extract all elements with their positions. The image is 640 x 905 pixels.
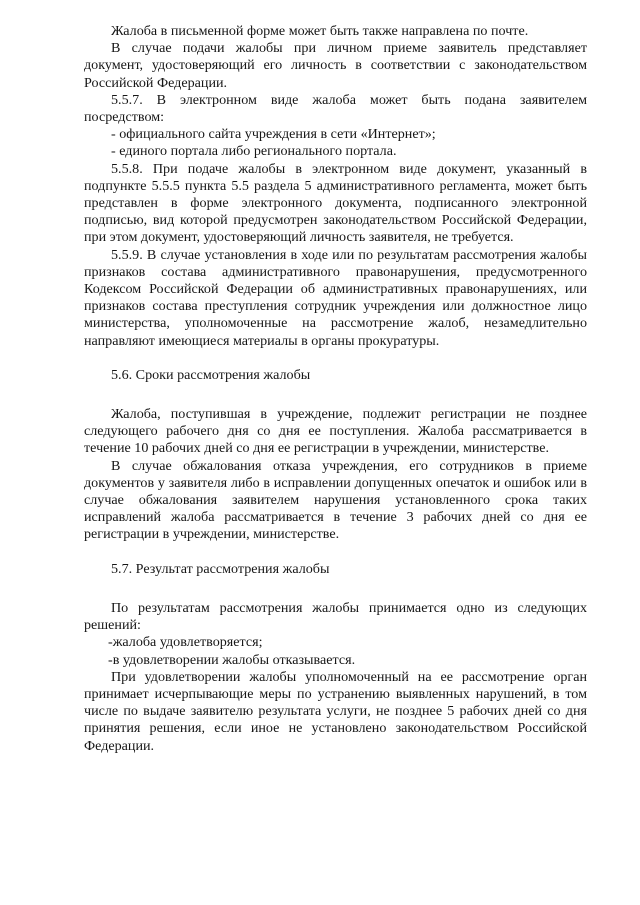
paragraph-5-5-9: 5.5.9. В случае установления в ходе или по результатам рассмотрения жалобы признаков состава административного правонарушения, предусмотренного Кодексом Российской Федерации об административных правонарушениях, или признаков состава преступления сотрудник учреждения или должностное лицо министерства, уполномоченные на рассмотрение жалоб, незамедлительно направляют имеющиеся материалы в органы прокуратуры. [84, 246, 587, 349]
paragraph-5-5-8: 5.5.8. При подаче жалобы в электронном виде документ, указанный в подпункте 5.5.5 пункта 5.5 раздела 5 административного регламента, может быть представлен в форме электронного документа, подписанного электронной подписью, вид которой предусмотрен законодательством Российской Федерации, при этом документ, удостоверяющий личность заявителя, не требуется. [84, 160, 587, 246]
paragraph-decision-intro: По результатам рассмотрения жалобы принимается одно из следующих решений: [84, 599, 587, 634]
paragraph-mail: Жалоба в письменной форме может быть также направлена по почте. [111, 23, 529, 39]
paragraph-registration-term: Жалоба, поступившая в учреждение, подлежит регистрации не позднее следующего рабочего дня со дня ее поступления. Жалоба рассматривается в течение 10 рабочих дней со дня ее регистрации в учреждении, министерстве. [84, 406, 587, 457]
list-item-refused: -в удовлетворении жалобы отказывается. [108, 651, 356, 668]
paragraph-personal-reception: В случае подачи жалобы при личном приеме заявитель представляет документ, удостоверяющий его личность в соответствии с законодательством Российской Федерации. [84, 40, 587, 91]
list-item-portal: - единого портала либо регионального портала. [111, 143, 397, 160]
paragraph-refusal-appeal: В случае обжалования отказа учреждения, его сотрудников в приеме документов у заявителя либо в исправлении допущенных опечаток и ошибок или в случае обжалования заявителем нарушения установленного срока таких исправлений жалоба рассматривается в течение 3 рабочих дней со дня ее регистрации в учреждении, министерстве. [84, 457, 587, 543]
document-page [84, 23, 587, 755]
paragraph-satisfaction-measures: При удовлетворении жалобы уполномоченный на ее рассмотрение орган принимает исчерпывающие меры по устранению выявленных нарушений, в том числе по выдаче заявителю результата услуги, не позднее 5 рабочих дней со дня принятия решения, если иное не установлено законодательством Российской Федерации. [84, 668, 587, 754]
list-item-official-site: - официального сайта учреждения в сети «Интернет»; [111, 126, 436, 143]
paragraph-5-5-7: 5.5.7. В электронном виде жалоба может быть подана заявителем посредством: [84, 91, 587, 126]
section-heading-5-7: 5.7. Результат рассмотрения жалобы [111, 560, 330, 577]
section-heading-5-6: 5.6. Сроки рассмотрения жалобы [111, 366, 311, 383]
list-item-satisfied: -жалоба удовлетворяется; [108, 634, 263, 651]
